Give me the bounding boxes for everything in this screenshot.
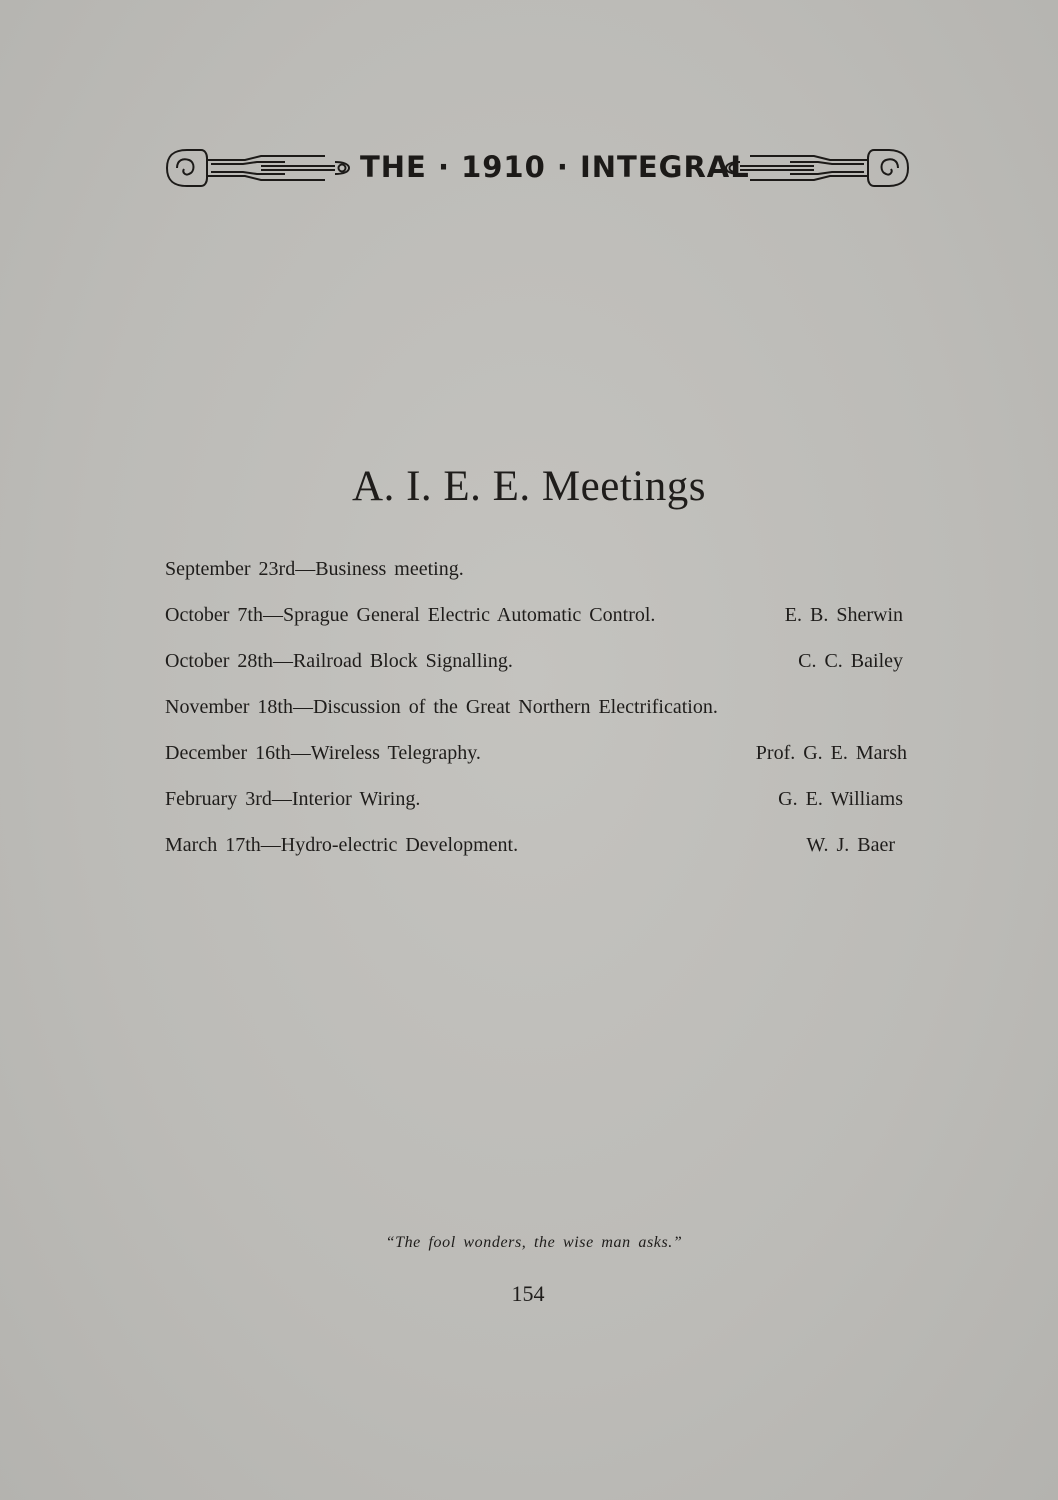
ornament-right-icon — [720, 145, 910, 191]
meeting-topic: November 18th—Discussion of the Great Northern Electrification. — [165, 696, 718, 718]
meeting-row — [165, 690, 907, 736]
meeting-speaker: E. B. Sherwin — [784, 604, 903, 626]
meeting-row — [165, 644, 907, 690]
meeting-row — [165, 828, 907, 874]
meeting-row — [165, 782, 907, 828]
meeting-topic: September 23rd—Business meeting. — [165, 558, 464, 580]
footer-quote: “The fool wonders, the wise man asks.” — [385, 1234, 683, 1251]
meeting-row — [165, 736, 907, 782]
page-number: 154 — [511, 1281, 545, 1306]
meeting-speaker: Prof. G. E. Marsh — [755, 742, 907, 764]
meeting-row — [165, 552, 907, 598]
meeting-topic: October 7th—Sprague General Electric Automatic Control. — [165, 604, 656, 626]
running-header-title: THE · 1910 · INTEGRAL — [360, 150, 750, 184]
page-title: A. I. E. E. Meetings — [352, 463, 706, 510]
ornament-left-icon — [165, 145, 355, 191]
meeting-speaker: C. C. Bailey — [798, 650, 903, 672]
meeting-topic: October 28th—Railroad Block Signalling. — [165, 650, 513, 672]
meeting-speaker: G. E. Williams — [778, 788, 903, 810]
meetings-list — [165, 552, 907, 874]
meeting-topic: February 3rd—Interior Wiring. — [165, 788, 421, 810]
meeting-topic: December 16th—Wireless Telegraphy. — [165, 742, 481, 764]
meeting-speaker: W. J. Baer — [806, 834, 895, 856]
meeting-topic: March 17th—Hydro-electric Development. — [165, 834, 519, 856]
meeting-row — [165, 598, 907, 644]
running-header — [165, 140, 910, 200]
